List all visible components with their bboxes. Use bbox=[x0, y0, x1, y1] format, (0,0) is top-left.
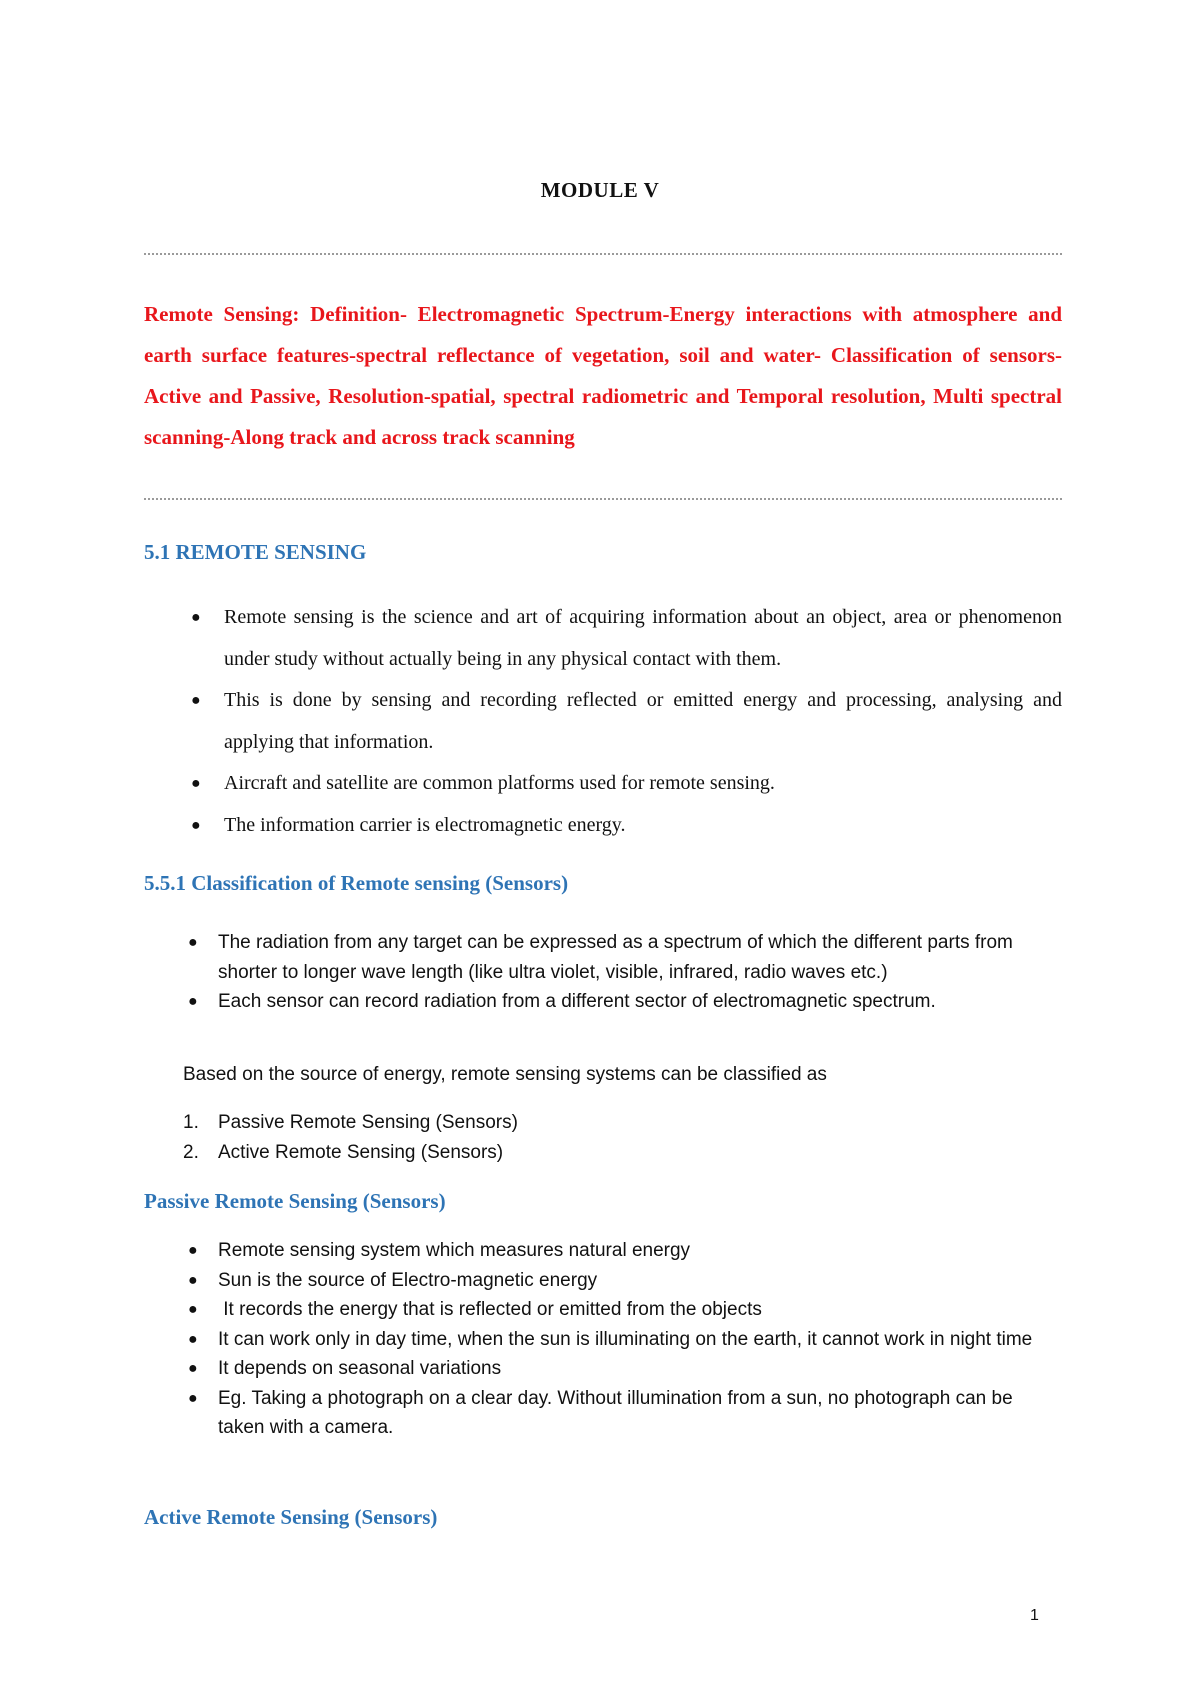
bullet-icon: ● bbox=[191, 609, 201, 626]
bullet-icon: ● bbox=[188, 1360, 198, 1377]
passive-heading: Passive Remote Sensing (Sensors) bbox=[144, 1189, 446, 1213]
list-item: 2. Active Remote Sensing (Sensors) bbox=[183, 1142, 504, 1163]
list-item: ● It records the energy that is reflected or emitted from the objects bbox=[218, 1295, 1062, 1325]
active-heading: Active Remote Sensing (Sensors) bbox=[144, 1505, 438, 1529]
page-number: 1 bbox=[1030, 1607, 1039, 1624]
list-item: ● Sun is the source of Electro-magnetic energy bbox=[218, 1266, 1062, 1296]
classification-intro: Based on the source of energy, remote sensing systems can be classified as bbox=[183, 1064, 827, 1085]
bullet-icon: ● bbox=[188, 1330, 198, 1348]
list-item: ● The information carrier is electromagnetic energy. bbox=[224, 805, 1062, 847]
list-item: ● Each sensor can record radiation from a different sector of electromagnetic spectrum. bbox=[218, 987, 1062, 1017]
bullet-icon: ● bbox=[191, 692, 201, 709]
bullet-icon: ● bbox=[191, 816, 201, 834]
list-item: ● Eg. Taking a photograph on a clear day. Without illumination from a sun, no photograph can be taken with a camera. bbox=[218, 1384, 1062, 1443]
section-5-5-1-bullets bbox=[188, 928, 1062, 1017]
list-item: ● This is done by sensing and recording reflected or emitted energy and processing, analysing and applying that information. bbox=[224, 680, 1062, 763]
list-item: ● Remote sensing is the science and art of acquiring information about an object, area or phenomenon under study without actually being in any physical contact with them. bbox=[224, 597, 1062, 680]
passive-bullets bbox=[188, 1236, 1062, 1443]
list-item: 1. Passive Remote Sensing (Sensors) bbox=[183, 1112, 518, 1133]
module-title: MODULE V bbox=[540, 178, 660, 202]
list-item: ● Aircraft and satellite are common platforms used for remote sensing. bbox=[224, 763, 1062, 805]
bullet-icon: ● bbox=[188, 1301, 198, 1318]
list-item: ● It can work only in day time, when the sun is illuminating on the earth, it cannot work in night time bbox=[218, 1325, 1062, 1355]
bullet-icon: ● bbox=[188, 1271, 198, 1289]
bullet-icon: ● bbox=[188, 993, 198, 1010]
section-heading-5-1: 5.1 REMOTE SENSING bbox=[144, 540, 367, 564]
list-item: ● It depends on seasonal variations bbox=[218, 1354, 1062, 1384]
classification-numbered-list bbox=[183, 1108, 518, 1168]
section-heading-5-5-1: 5.5.1 Classification of Remote sensing (Sensors) bbox=[144, 871, 569, 895]
module-summary: Remote Sensing: Definition- Electromagnetic Spectrum-Energy interactions with atmosphere and earth surface features-spectral reflectance of vegetation, soil and water- Classification of sensors- Active and Passive, Resolution-spatial, spectral radiometric and Temporal resolution, Multi spectral scanning-Along track and across track scanning bbox=[144, 302, 1062, 449]
list-item: ● The radiation from any target can be expressed as a spectrum of which the different parts from shorter to longer wave length (like ultra violet, visible, infrared, radio waves etc.) bbox=[218, 928, 1062, 987]
bullet-icon: ● bbox=[188, 1389, 198, 1407]
summary-divider bbox=[144, 498, 1062, 500]
top-divider bbox=[144, 253, 1062, 255]
section-5-1-bullets bbox=[191, 597, 1062, 846]
list-item: ● Remote sensing system which measures natural energy bbox=[218, 1236, 1062, 1266]
bullet-icon: ● bbox=[188, 934, 198, 951]
bullet-icon: ● bbox=[191, 775, 201, 792]
bullet-icon: ● bbox=[188, 1242, 198, 1259]
